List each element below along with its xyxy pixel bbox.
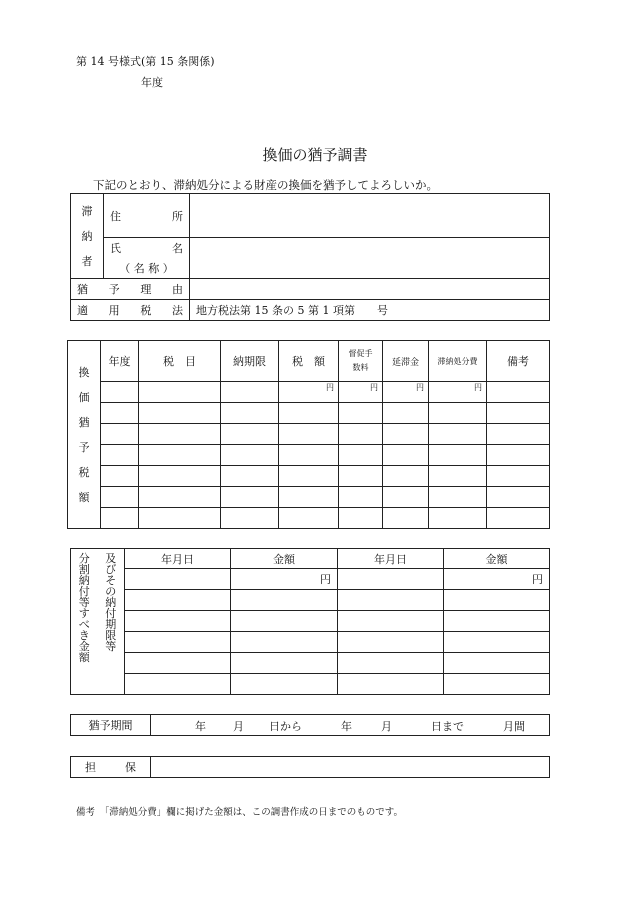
table-row [71, 653, 550, 674]
cell[interactable] [279, 445, 339, 466]
cell[interactable] [338, 611, 444, 632]
year-to-label: 年 [341, 720, 352, 733]
cell[interactable] [139, 382, 221, 403]
col-tax-amount: 税 額 [279, 341, 339, 382]
table-row [71, 611, 550, 632]
cell[interactable] [221, 403, 279, 424]
intro-text: 下記のとおり、滞納処分による財産の換価を猶予してよろしいか。 [93, 178, 438, 192]
cell[interactable] [383, 445, 429, 466]
cell[interactable] [429, 403, 487, 424]
collateral-field[interactable] [151, 757, 550, 778]
table-row [68, 466, 550, 487]
col-year: 年度 [101, 341, 139, 382]
yen-unit[interactable]: 円 [444, 569, 550, 590]
delinquent-label [71, 194, 104, 279]
cell[interactable] [125, 653, 231, 674]
form-number: 第 14 号様式(第 15 条関係) [76, 55, 215, 68]
cell[interactable] [444, 674, 550, 695]
cell[interactable] [125, 590, 231, 611]
law-label: 適 用 税 法 [71, 300, 190, 321]
cell[interactable] [221, 466, 279, 487]
tax-side-label: 換 価 猶 予 税 額 [68, 341, 101, 529]
cell[interactable] [279, 487, 339, 508]
cell[interactable] [429, 487, 487, 508]
footnote: 備考 「滞納処分費」欄に掲げた金額は、この調書作成の日までのものです。 [76, 807, 403, 818]
cell[interactable] [487, 445, 550, 466]
address-label: 住 所 [104, 194, 190, 238]
cell[interactable] [279, 508, 339, 529]
collateral-table [70, 756, 550, 778]
cell[interactable] [338, 653, 444, 674]
cell[interactable] [221, 382, 279, 403]
cell[interactable] [101, 466, 139, 487]
cell[interactable] [487, 382, 550, 403]
installment-side-label-col2: 及 び そ の 納 付 期 限 等 [98, 549, 125, 695]
month-to-label: 月 [381, 720, 392, 733]
day-to-label: 日まで [431, 720, 464, 733]
cell[interactable] [487, 487, 550, 508]
cell[interactable] [383, 403, 429, 424]
cell[interactable] [125, 611, 231, 632]
table-row [68, 382, 550, 403]
name-label: 氏 名 （ 名 称 ） [104, 238, 190, 279]
cell[interactable] [279, 424, 339, 445]
table-row [71, 674, 550, 695]
col-amount-1: 金額 [231, 549, 338, 569]
cell[interactable] [221, 424, 279, 445]
table-row [68, 403, 550, 424]
tax-amount-table [67, 340, 550, 529]
table-row [68, 424, 550, 445]
table-row [71, 632, 550, 653]
cell[interactable] [139, 403, 221, 424]
cell[interactable] [487, 424, 550, 445]
cell[interactable] [221, 445, 279, 466]
taxpayer-table [70, 193, 550, 321]
cell[interactable] [338, 569, 444, 590]
cell[interactable] [231, 653, 338, 674]
col-tax-item: 税 目 [139, 341, 221, 382]
cell[interactable] [101, 424, 139, 445]
yen-unit[interactable]: 円 [231, 569, 338, 590]
cell[interactable] [101, 445, 139, 466]
table-row [68, 445, 550, 466]
cell[interactable] [101, 403, 139, 424]
cell[interactable] [101, 382, 139, 403]
cell[interactable] [221, 508, 279, 529]
cell[interactable] [231, 611, 338, 632]
cell[interactable] [231, 590, 338, 611]
table-row [71, 569, 550, 590]
cell[interactable] [383, 508, 429, 529]
collateral-label: 担 保 [71, 757, 151, 778]
cell[interactable] [339, 508, 383, 529]
cell[interactable] [338, 590, 444, 611]
grace-period-field[interactable] [151, 715, 550, 736]
cell[interactable] [339, 424, 383, 445]
cell[interactable] [444, 590, 550, 611]
delinquent-char: 納 [81, 229, 93, 243]
cell[interactable] [139, 508, 221, 529]
col-amount-2: 金額 [444, 549, 550, 569]
reason-field[interactable] [190, 279, 550, 300]
cell[interactable] [339, 403, 383, 424]
yen-unit[interactable]: 円 [339, 382, 383, 403]
col-late-fee: 延滞金 [383, 341, 429, 382]
cell[interactable] [429, 508, 487, 529]
cell[interactable] [487, 403, 550, 424]
table-row [68, 487, 550, 508]
address-field[interactable] [190, 194, 550, 238]
cell[interactable] [429, 466, 487, 487]
cell[interactable] [279, 466, 339, 487]
year-from-label: 年 [195, 720, 206, 733]
table-row [68, 508, 550, 529]
cell[interactable] [383, 466, 429, 487]
table-row [71, 590, 550, 611]
cell[interactable] [139, 424, 221, 445]
name-field[interactable] [190, 238, 550, 279]
delinquent-char: 者 [81, 254, 93, 268]
installment-side-label-col1: 分 割 納 付 等 す べ き 金 額 [71, 549, 98, 695]
cell[interactable] [139, 487, 221, 508]
grace-period-table [70, 714, 550, 736]
cell[interactable] [429, 445, 487, 466]
cell[interactable] [101, 487, 139, 508]
cell[interactable] [101, 508, 139, 529]
cell[interactable] [444, 653, 550, 674]
cell[interactable] [231, 632, 338, 653]
day-from-label: 日から [269, 720, 302, 733]
delinquent-char: 滞 [81, 204, 93, 218]
grace-period-label: 猶予期間 [71, 715, 151, 736]
cell[interactable] [279, 403, 339, 424]
name-sub-label: （ 名 称 ） [119, 262, 174, 275]
yen-unit[interactable]: 円 [383, 382, 429, 403]
fiscal-year-label: 年度 [141, 76, 163, 89]
page-title: 換価の猶予調書 [262, 146, 368, 164]
cell[interactable] [487, 508, 550, 529]
installment-table [70, 548, 550, 695]
cell[interactable] [125, 674, 231, 695]
month-from-label: 月 [233, 720, 244, 733]
cell[interactable] [444, 611, 550, 632]
col-date-1: 年月日 [125, 549, 231, 569]
reason-label: 猶 予 理 由 [71, 279, 190, 300]
col-date-2: 年月日 [338, 549, 444, 569]
cell[interactable] [339, 445, 383, 466]
cell[interactable] [429, 424, 487, 445]
col-disposal-cost: 滞納処分費 [429, 341, 487, 382]
cell[interactable] [231, 674, 338, 695]
cell[interactable] [487, 466, 550, 487]
cell[interactable] [139, 466, 221, 487]
col-notes: 備考 [487, 341, 550, 382]
cell[interactable] [339, 466, 383, 487]
cell[interactable] [125, 569, 231, 590]
yen-unit[interactable]: 円 [279, 382, 339, 403]
yen-unit[interactable]: 円 [429, 382, 487, 403]
cell[interactable] [444, 632, 550, 653]
cell[interactable] [338, 674, 444, 695]
cell[interactable] [338, 632, 444, 653]
col-deadline: 納期限 [221, 341, 279, 382]
cell[interactable] [221, 487, 279, 508]
law-value: 地方税法第 15 条の 5 第 1 項第 号 [190, 300, 550, 321]
cell[interactable] [139, 445, 221, 466]
cell[interactable] [383, 424, 429, 445]
cell[interactable] [383, 487, 429, 508]
cell[interactable] [339, 487, 383, 508]
cell[interactable] [125, 632, 231, 653]
col-reminder-fee: 督促手 数料 [339, 341, 383, 382]
months-label: 月間 [503, 720, 525, 733]
